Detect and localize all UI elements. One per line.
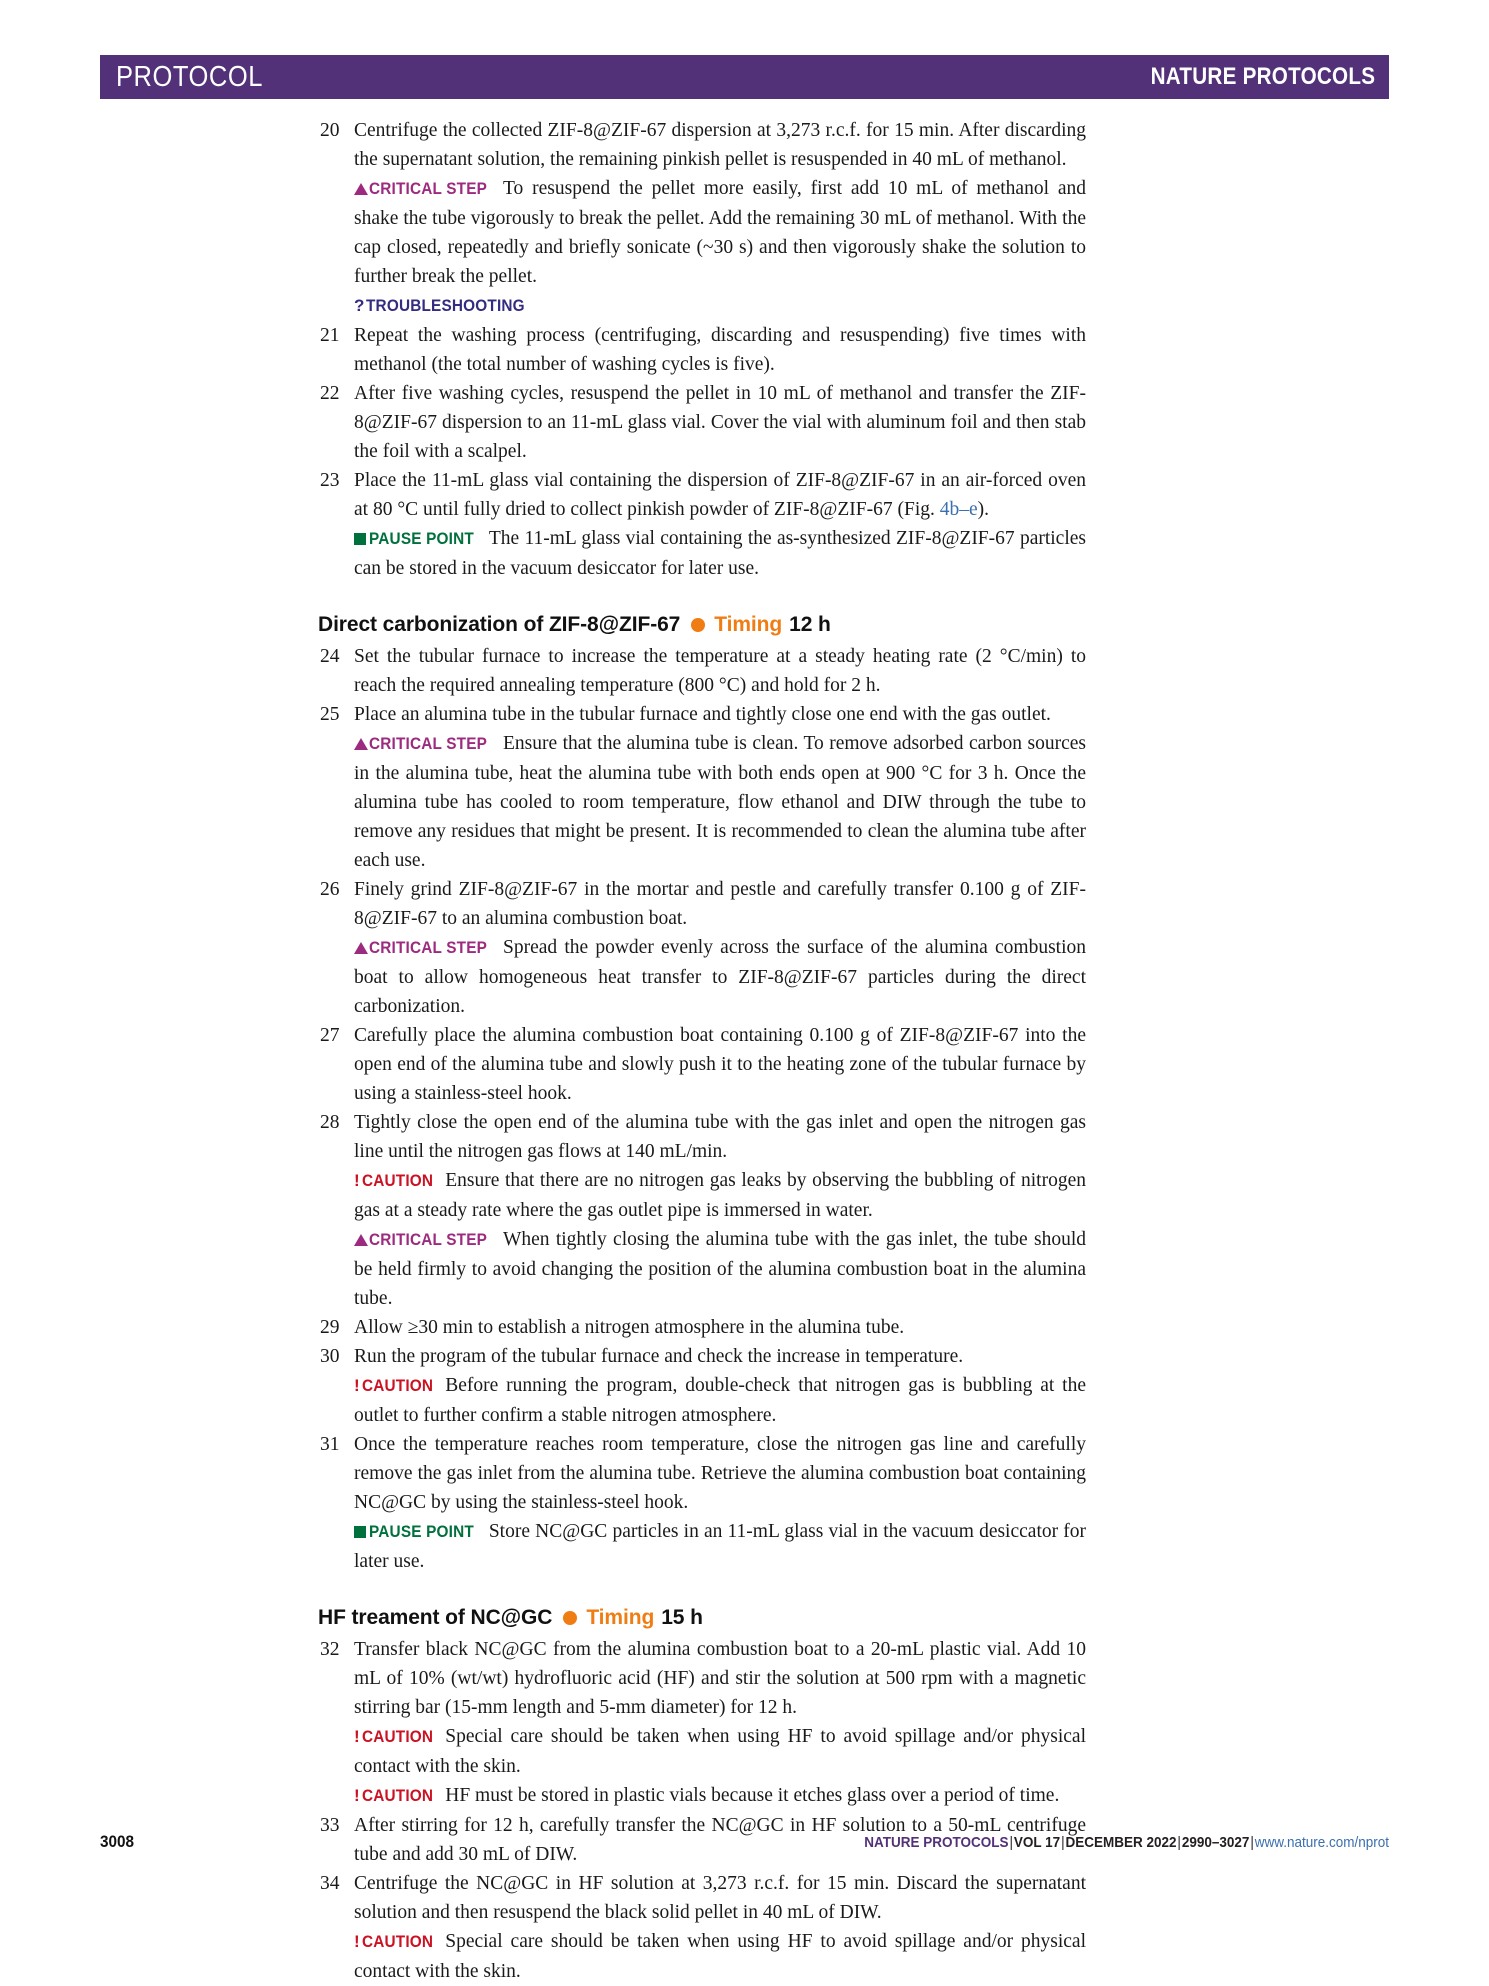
step-number: 27 (320, 1025, 340, 1046)
spacer (318, 1576, 1086, 1606)
footer-issue-date: DECEMBER 2022 (1065, 1834, 1177, 1851)
pause-point-text: The 11-mL glass vial containing the as-synthesized ZIF-8@ZIF-67 particles can be stored in the vacuum desiccator for later use. (354, 528, 1086, 579)
step-paragraph: Centrifuge the NC@GC in HF solution at 3,273 r.c.f. for 15 min. Discard the supernatant solution and then resuspend the black solid pellet in 40 mL of DIW. (354, 1873, 1086, 1923)
timing-value: 15 h (661, 1606, 703, 1629)
timing-value: 12 h (789, 613, 831, 636)
footer-url[interactable]: www.nature.com/nprot (1254, 1834, 1389, 1851)
caution-text: Special care should be taken when using HF to avoid spillage and/or physical contact with the skin. (354, 1726, 1086, 1777)
protocol-step (318, 116, 1086, 321)
footer-separator: | (1061, 1834, 1065, 1851)
caution-label: CAUTION (361, 1172, 433, 1190)
step-paragraph: After stirring for 12 h, carefully transfer the NC@GC in HF solution to a 50-mL centrifuge tube and add 30 mL of DIW. (354, 1815, 1086, 1865)
critical-step-label: CRITICAL STEP (369, 180, 488, 198)
critical-step-label: CRITICAL STEP (369, 735, 488, 753)
timing-label: Timing (714, 613, 783, 636)
step-number: 31 (320, 1434, 340, 1455)
critical-step-note (354, 729, 1086, 875)
triangle-icon (354, 942, 368, 954)
question-mark-icon: ? (354, 296, 365, 315)
step-text (354, 1342, 1086, 1430)
caution-text: Before running the program, double-check that nitrogen gas is bubbling at the outlet to further confirm a stable nitrogen atmosphere. (354, 1375, 1086, 1426)
caution-text: Ensure that there are no nitrogen gas leaks by observing the bubbling of nitrogen gas at a steady rate where the gas outlet pipe is immersed in water. (354, 1170, 1086, 1221)
step-text (354, 875, 1086, 1021)
triangle-icon (354, 738, 368, 750)
pause-point-label: PAUSE POINT (369, 1523, 474, 1541)
protocol-step (318, 1430, 1086, 1576)
step-paragraph: Place an alumina tube in the tubular furnace and tightly close one end with the gas outlet. (354, 704, 1051, 725)
step-paragraph: Carefully place the alumina combustion boat containing 0.100 g of ZIF-8@ZIF-67 into the open end of the alumina tube and slowly push it to the heating zone of the tubular furnace by using a stainless-steel hook. (354, 1025, 1086, 1104)
exclamation-icon: ! (354, 1171, 360, 1190)
step-paragraph-part1: Place the 11-mL glass vial containing the dispersion of ZIF-8@ZIF-67 in an air-forced oven at 80 °C until fully dried to collect pinkish powder of ZIF-8@ZIF-67 (Fig. (354, 470, 1086, 520)
pause-point-text: Store NC@GC particles in an 11-mL glass vial in the vacuum desiccator for later use. (354, 1521, 1086, 1572)
step-number: 30 (320, 1346, 340, 1367)
step-paragraph: Set the tubular furnace to increase the temperature at a steady heating rate (2 °C/min) to reach the required annealing temperature (800 °C) and hold for 2 h. (354, 646, 1086, 696)
step-text (354, 1313, 1086, 1342)
step-number: 20 (320, 120, 340, 141)
critical-step-note (354, 174, 1086, 291)
section-title: Direct carbonization of ZIF-8@ZIF-67 (318, 613, 681, 636)
triangle-icon (354, 183, 368, 195)
footer-volume: VOL 17 (1013, 1834, 1061, 1851)
step-number: 29 (320, 1317, 340, 1338)
step-text (354, 1635, 1086, 1811)
caution-label: CAUTION (361, 1933, 433, 1951)
pause-point-note (354, 1517, 1086, 1576)
protocol-step (318, 379, 1086, 466)
pause-point-note (354, 524, 1086, 583)
step-text (354, 466, 1086, 583)
step-number: 26 (320, 879, 340, 900)
square-icon (354, 1526, 366, 1538)
critical-step-label: CRITICAL STEP (369, 1231, 488, 1249)
footer-separator: | (1250, 1834, 1254, 1851)
protocol-step (318, 700, 1086, 875)
protocol-step (318, 1342, 1086, 1430)
step-text (354, 1108, 1086, 1313)
exclamation-icon: ! (354, 1376, 360, 1395)
step-number: 24 (320, 646, 340, 667)
troubleshooting-note (354, 291, 1086, 321)
protocol-step (318, 1869, 1086, 1986)
step-text (354, 321, 1086, 379)
exclamation-icon: ! (354, 1727, 360, 1746)
caution-label: CAUTION (361, 1787, 433, 1805)
section-heading-hf-treatment (318, 1606, 1086, 1630)
critical-step-text: When tightly closing the alumina tube with the gas inlet, the tube should be held firmly to avoid changing the position of the alumina combustion boat in the alumina tube. (354, 1229, 1086, 1309)
caution-note (354, 1722, 1086, 1781)
critical-step-text: Ensure that the alumina tube is clean. To remove adsorbed carbon sources in the alumina tube, heat the alumina tube with both ends open at 900 °C for 3 h. Once the alumina tube has cooled to room temperature, flow ethanol and DIW through the tube to remove any residues that might be present. It is recommended to clean the alumina tube after each use. (354, 733, 1086, 871)
step-paragraph: Centrifuge the collected ZIF-8@ZIF-67 dispersion at 3,273 r.c.f. for 15 min. After discarding the supernatant solution, the remaining pinkish pellet is resuspended in 40 mL of methanol. (354, 120, 1086, 170)
running-head-journal-title: NATURE PROTOCOLS (1150, 63, 1375, 90)
step-paragraph: Tightly close the open end of the alumina tube with the gas inlet and open the nitrogen gas line until the nitrogen gas flows at 140 mL/min. (354, 1112, 1086, 1162)
step-paragraph: After five washing cycles, resuspend the pellet in 10 mL of methanol and transfer the ZIF-8@ZIF-67 dispersion to an 11-mL glass vial. Cover the vial with aluminum foil and then stab the foil with a scalpel. (354, 383, 1086, 462)
step-number: 33 (320, 1815, 340, 1836)
troubleshooting-label: TROUBLESHOOTING (366, 297, 526, 315)
step-text (354, 700, 1086, 875)
step-paragraph (354, 466, 1086, 524)
timing-dot-icon (563, 1611, 577, 1625)
step-number: 28 (320, 1112, 340, 1133)
step-number: 34 (320, 1873, 340, 1894)
step-text (354, 116, 1086, 321)
protocol-step (318, 1108, 1086, 1313)
footer-journal-name: NATURE PROTOCOLS (864, 1834, 1009, 1851)
triangle-icon (354, 1234, 368, 1246)
step-number: 25 (320, 704, 340, 725)
caution-label: CAUTION (361, 1728, 433, 1746)
caution-note (354, 1927, 1086, 1986)
caution-note (354, 1166, 1086, 1225)
step-text (354, 1869, 1086, 1986)
caution-text: HF must be stored in plastic vials because it etches glass over a period of time. (445, 1785, 1060, 1806)
step-number: 21 (320, 325, 340, 346)
spacer (318, 583, 1086, 613)
step-number: 23 (320, 470, 340, 491)
critical-step-note (354, 933, 1086, 1021)
step-paragraph: Transfer black NC@GC from the alumina combustion boat to a 20-mL plastic vial. Add 10 mL of 10% (wt/wt) hydrofluoric acid (HF) and stir the solution at 500 rpm with a magnetic stirring bar (15-mm length and 5-mm diameter) for 12 h. (354, 1639, 1086, 1718)
caution-label: CAUTION (361, 1377, 433, 1395)
step-text (354, 642, 1086, 700)
critical-step-text: To resuspend the pellet more easily, first add 10 mL of methanol and shake the tube vigorously to break the pellet. Add the remaining 30 mL of methanol. With the cap closed, repeatedly and briefly sonicate (~30 s) and then vigorously shake the solution to further break the pellet. (354, 178, 1086, 287)
protocol-step (318, 1635, 1086, 1811)
section-heading-direct-carbonization (318, 613, 1086, 637)
caution-note (354, 1781, 1086, 1811)
page-number: 3008 (100, 1832, 135, 1851)
footer-citation (864, 1834, 1389, 1851)
protocol-content-column (318, 116, 1086, 1986)
step-paragraph-part2: ). (977, 499, 990, 520)
step-paragraph: Finely grind ZIF-8@ZIF-67 in the mortar and pestle and carefully transfer 0.100 g of ZIF-8@ZIF-67 to an alumina combustion boat. (354, 879, 1086, 929)
pause-point-label: PAUSE POINT (369, 530, 474, 548)
exclamation-icon: ! (354, 1786, 360, 1805)
step-text (354, 379, 1086, 466)
protocol-step (318, 1313, 1086, 1342)
footer-page-range: 2990–3027 (1181, 1834, 1250, 1851)
protocol-step (318, 642, 1086, 700)
figure-link[interactable]: 4b–e (939, 499, 978, 520)
footer-separator: | (1177, 1834, 1181, 1851)
critical-step-note (354, 1225, 1086, 1313)
timing-label: Timing (586, 1606, 655, 1629)
exclamation-icon: ! (354, 1932, 360, 1951)
step-paragraph: Once the temperature reaches room temperature, close the nitrogen gas line and carefully remove the gas inlet from the alumina tube. Retrieve the alumina combustion boat containing NC@GC by using the stainless-steel hook. (354, 1434, 1086, 1513)
square-icon (354, 533, 366, 545)
critical-step-text: Spread the powder evenly across the surface of the alumina combustion boat to allow homogeneous heat transfer to ZIF-8@ZIF-67 particles during the direct carbonization. (354, 937, 1086, 1017)
timing-dot-icon (691, 618, 705, 632)
step-paragraph: Repeat the washing process (centrifuging, discarding and resuspending) five times with methanol (the total number of washing cycles is five). (354, 325, 1086, 375)
step-number: 22 (320, 383, 340, 404)
footer-separator: | (1009, 1834, 1013, 1851)
page-footer (100, 1832, 1389, 1852)
step-text (354, 1430, 1086, 1576)
critical-step-label: CRITICAL STEP (369, 939, 488, 957)
protocol-step (318, 321, 1086, 379)
caution-text: Special care should be taken when using HF to avoid spillage and/or physical contact with the skin. (354, 1931, 1086, 1982)
protocol-step (318, 875, 1086, 1021)
section-title: HF treament of NC@GC (318, 1606, 553, 1629)
protocol-step (318, 1021, 1086, 1108)
caution-note (354, 1371, 1086, 1430)
protocol-step (318, 466, 1086, 583)
step-number: 32 (320, 1639, 340, 1660)
running-head-bar (100, 55, 1389, 99)
step-text (354, 1021, 1086, 1108)
running-head-left-title: PROTOCOL (116, 60, 263, 93)
step-paragraph: Allow ≥30 min to establish a nitrogen atmosphere in the alumina tube. (354, 1317, 905, 1338)
step-paragraph: Run the program of the tubular furnace and check the increase in temperature. (354, 1346, 964, 1367)
